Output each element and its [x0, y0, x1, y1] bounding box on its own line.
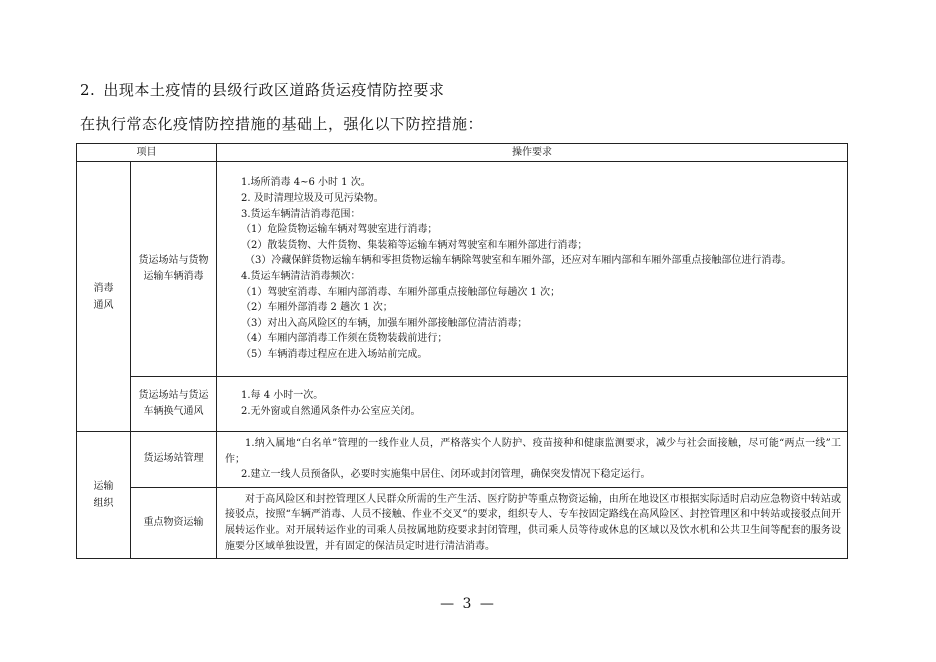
subitem-cell: [131, 432, 217, 488]
subitem-cell: [131, 487, 217, 558]
requirement-line: （1）驾驶室消毒、车厢内部消毒、车厢外部重点接触部位每趟次 1 次；: [241, 286, 561, 298]
requirement-line: 2.无外窗或自然通风条件办公室应关闭。: [241, 406, 421, 417]
category-label: 消毒通风: [93, 282, 114, 311]
requirement-cell: [217, 487, 848, 558]
subitem-cell: [131, 162, 217, 377]
requirement-line: （2）散装货物、大件货物、集装箱等运输车辆对驾驶室和车厢外部进行消毒；: [241, 239, 588, 251]
requirement-cell: [217, 377, 848, 432]
subitem-cell: [131, 377, 217, 432]
section-title: 出现本土疫情的县级行政区道路货运疫情防控要求: [103, 81, 445, 99]
requirement-line: 1.场所消毒 4~6 小时 1 次。: [241, 177, 371, 189]
section-number: 2.: [80, 81, 96, 99]
intro-text: 在执行常态化疫情防控措施的基础上，强化以下防控措施：: [80, 115, 484, 133]
requirement-cell: [217, 162, 848, 377]
requirements-table: [76, 143, 848, 559]
table-header-row: [77, 144, 848, 162]
header-item: 项目: [77, 144, 217, 162]
page-number: — 3 —: [440, 596, 496, 612]
category-disinfection: [77, 162, 131, 432]
category-label: 运输组织: [93, 481, 114, 510]
header-requirement: 操作要求: [217, 144, 848, 162]
requirement-line: （5）车辆消毒过程应在进入场站前完成。: [241, 348, 428, 360]
requirement-line: 3.货运车辆清洁消毒范围：: [241, 208, 361, 220]
requirement-line: （4）车厢内部消毒工作须在货物装载前进行；: [241, 333, 448, 345]
section-heading: [80, 79, 444, 100]
requirement-cell: [217, 432, 848, 488]
requirement-line: （2）车厢外部消毒 2 趟次 1 次；: [241, 302, 393, 314]
table-row: [77, 432, 848, 488]
requirement-line: 1.每 4 小时一次。: [241, 390, 324, 402]
requirement-line: 对于高风险区和封控管理区人民群众所需的生产生活、医疗防护等重点物资运输，由所在地设区市根据实际适时启动应急物资中转站或接驳点，按照“车辆严消毒、人员不接触、作业不交叉”的要求，组织专人、专车按固定路线在高风险区、封控管理区和中转站或接驳点间开展转运作业。对开展转运作业的司乘人员按属地防疫要求封闭管理，供司乘人员等待或休息的区域以及饮水机和公共卫生间等配套的服务设施要分区域单独设置，并有固定的保洁员定时进行清洁消毒。: [225, 493, 841, 552]
subitem-label: 货运场站与货物运输车辆消毒: [138, 255, 209, 282]
requirement-line: 4.货运车辆清洁消毒频次：: [241, 271, 361, 282]
category-transport: [77, 432, 131, 559]
requirement-line: 2. 及时清理垃圾及可见污染物。: [241, 193, 384, 205]
table-row: [77, 487, 848, 558]
table-row: [77, 162, 848, 377]
subitem-label: 货运场站管理: [143, 453, 204, 465]
requirement-line: （1）危险货物运输车辆对驾驶室进行消毒；: [241, 224, 438, 236]
subitem-label: 重点物资运输: [143, 516, 204, 528]
requirement-line: 1.纳入属地“白名单”管理的一线作业人员，严格落实个人防护、疫苗接种和健康监测要求，减少与社会面接触，尽可能“两点一线”工作；: [225, 438, 841, 465]
requirement-line: （3）对出入高风险区的车辆，加强车厢外部接触部位清洁消毒；: [241, 317, 528, 329]
subitem-label: 货运场站与货运车辆换气通风: [138, 390, 209, 417]
table-row: [77, 377, 848, 432]
requirement-line: （3）冷藏保鲜货物运输车辆和零担货物运输车辆除驾驶室和车厢外部，还应对车厢内部和车厢外部重点接触部位进行消毒。: [245, 255, 792, 267]
requirement-line: 2.建立一线人员预备队，必要时实施集中居住、闭环或封闭管理，确保突发情况下稳定运行。: [241, 469, 651, 481]
